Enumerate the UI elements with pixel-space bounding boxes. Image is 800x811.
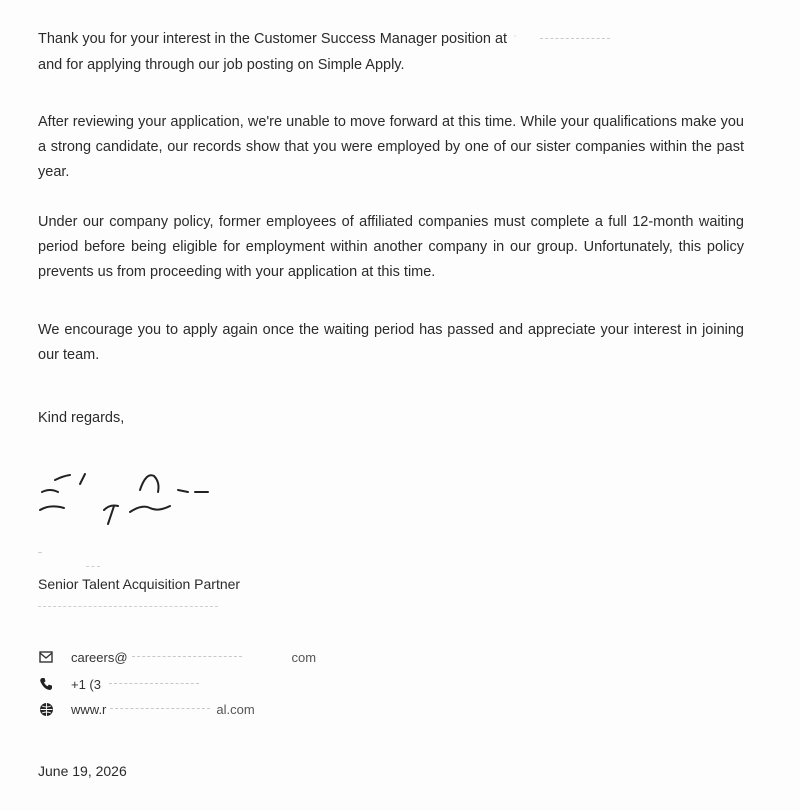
email-prefix: careers@ — [71, 649, 128, 665]
paragraph-review: After reviewing your application, we're unable to move forward at this time. While your qualifications make you a strong candidate, our records show that you were employed by one of our sister companies within the past year. — [38, 114, 744, 180]
paragraph-thank-you-line2: and for applying through our job posting on Simple Apply. — [38, 57, 405, 73]
contact-email — [38, 646, 316, 668]
closing-line: Kind regards, — [38, 410, 125, 426]
envelope-icon — [38, 649, 54, 665]
email-suffix: com — [291, 649, 317, 665]
signature-image — [30, 462, 220, 532]
website-prefix: www.r — [71, 701, 107, 717]
redaction-mark — [540, 38, 610, 40]
phone-prefix: +1 (3 — [71, 676, 101, 692]
contact-phone — [38, 673, 199, 695]
paragraph-encourage: We encourage you to apply again once the waiting period has passed and appreciate your interest in joining our team. — [38, 322, 744, 363]
redaction-mark — [132, 656, 242, 658]
paragraph-policy: Under our company policy, former employees of affiliated companies must complete a full 12-month waiting period before being eligible for employment within another company in our group. Unfortunately, this policy prevents us from proceeding with your application at this time. — [38, 214, 744, 280]
globe-icon — [38, 701, 54, 717]
redacted-company-line — [38, 606, 218, 607]
redacted-name-mark-2 — [86, 566, 100, 567]
contact-website — [38, 698, 255, 720]
redaction-mark — [109, 683, 199, 685]
redacted-name-mark — [38, 552, 42, 553]
phone-icon — [38, 676, 54, 692]
website-suffix: al.com — [216, 701, 255, 717]
redaction-mark — [110, 708, 210, 710]
paragraph-thank-you-line1: Thank you for your interest in the Customer Success Manager position at — [38, 31, 508, 47]
letter-date: June 19, 2026 — [38, 763, 127, 779]
paragraph-thank-you — [38, 27, 744, 78]
redacted-company-name: ˙ — [511, 35, 520, 46]
signer-title: Senior Talent Acquisition Partner — [38, 576, 241, 592]
